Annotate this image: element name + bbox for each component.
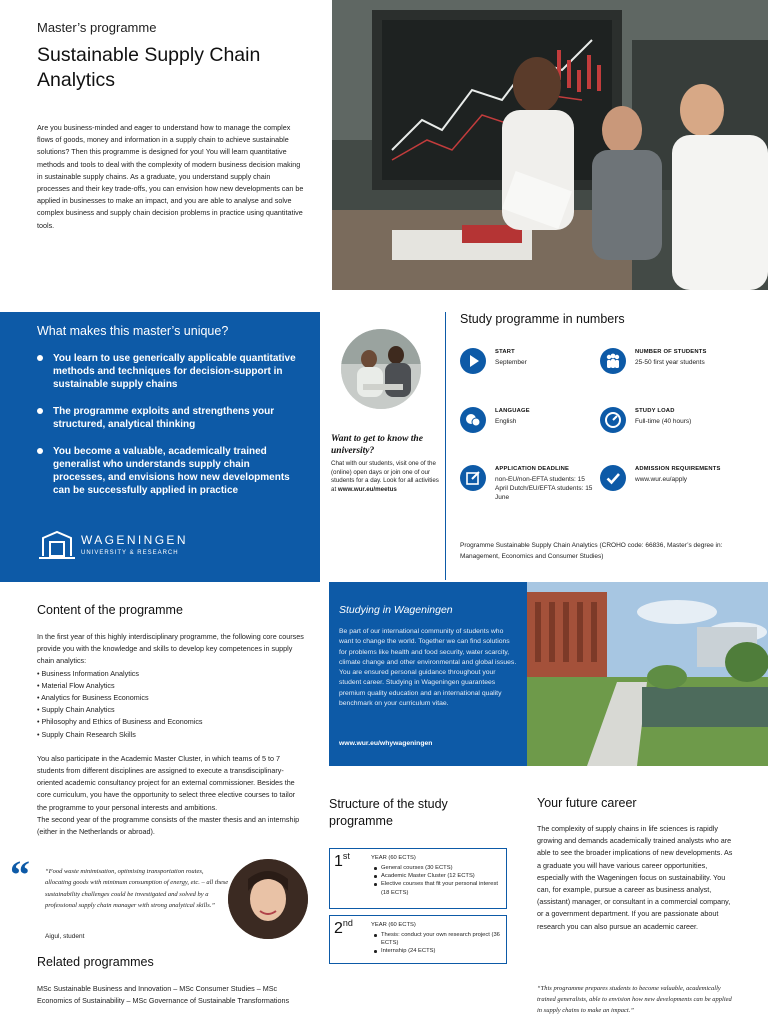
gauge-icon [600, 407, 626, 433]
croho-note: Programme Sustainable Supply Chain Analytics (CROHO code: 66836, Master’s degree in: Management, Economics and Consumer Studies) [460, 542, 723, 560]
meetus-link[interactable]: www.wur.eu/meetus [337, 485, 397, 493]
career-heading: Your future career [537, 796, 637, 810]
structure-heading: Structure of the study programme [329, 797, 448, 828]
play-icon [460, 348, 486, 374]
content-heading: Content of the programme [37, 603, 183, 617]
numbers-heading: Study programme in numbers [460, 312, 625, 326]
year-number: 1st [334, 851, 350, 870]
unique-panel [0, 312, 320, 582]
logo-wordmark: WAGENINGEN [81, 533, 188, 547]
university-building-icon [37, 530, 77, 562]
panel-divider [445, 312, 446, 580]
wageningen-logo [37, 530, 197, 564]
studying-heading: Studying in Wageningen [339, 604, 453, 616]
programme-kicker: Master’s programme [37, 20, 157, 35]
year-heading: YEAR (60 ECTS) [371, 855, 416, 861]
check-icon [600, 465, 626, 491]
year-items: General courses (30 ECTS) Academic Master Cluster (12 ECTS) Elective courses that fit your personal interest (18 ECTS) [374, 864, 506, 897]
course-item: • Analytics for Business Economics [37, 693, 149, 703]
career-text: The complexity of supply chains in life sciences is rapidly growing and demands academically trained analysts who are able to see the broader implications of new developments. As a graduate you will have various career opportunities, especially with the Wageningen focus on sustainability. You can, for example, pursue a career as business analyst, (assistant) manager, or consultant in a commercial company, or a government department. If you are passionate about research you can also pursue an academic career. [537, 824, 733, 931]
year-1-box [329, 848, 507, 909]
students-analytics-photo [332, 0, 768, 290]
quote-mark-icon: “ [10, 852, 30, 897]
unique-point: You learn to use generically applicable quantitative methods and techniques for decision-support in sustainable supply chains [37, 352, 299, 391]
unique-heading: What makes this master’s unique? [37, 324, 229, 338]
year-number: 2nd [334, 918, 353, 937]
course-item: • Supply Chain Research Skills [37, 729, 136, 739]
students-laptop-photo [341, 329, 421, 409]
year-heading: YEAR (60 ECTS) [371, 922, 416, 928]
course-item: • Material Flow Analytics [37, 680, 115, 690]
apply-link[interactable]: www.wur.eu/apply [635, 476, 688, 483]
course-item: • Supply Chain Analytics [37, 705, 115, 715]
career-quote: “This programme prepares students to become valuable, academically trained generalists, able to envision how new developments can be applied in supply chains to make an impact.” [537, 985, 732, 1014]
logo-subtitle: UNIVERSITY & RESEARCH [81, 550, 179, 556]
quote-author: Aigul, student [45, 933, 85, 940]
course-item: • Philosophy and Ethics of Business and Economics [37, 717, 203, 727]
year-items: Thesis: conduct your own research project (36 ECTS) Internship (24 ECTS) [374, 931, 506, 956]
openday-text: Chat with our students, visit one of the (online) open days or join one of our students for a day. Look for all activities at www.wur.eu/meetus [331, 460, 439, 493]
edit-icon [460, 465, 486, 491]
student-quote: “Food waste minimisation, optimising transportation routes, allocating goods with minimum consumption of energy, etc. – all these sustainability challenges could be investigated and solved by a professional supply chain manager with strong analytical skills.” [45, 868, 229, 910]
related-heading: Related programmes [37, 955, 154, 969]
campus-photo [527, 582, 768, 766]
unique-point: The programme exploits and strengthens your structured, analytical thinking [37, 405, 299, 431]
intro-paragraph: Are you business-minded and eager to understand how to manage the complex flows of goods, money and information in a supply chain to achieve sustainable solutions? Then this programme is designed for you! You will learn quantitative methods and tools to deal with the complexity of modern business decision making in sustainable supply chains. As a graduate, you understand supply chain processes and their key trade-offs, you can envision how new developments can be applied in businesses to make an impact, and you are able to analyse and solve complex business and supply chain decision problems in practice using quantitative tools. [37, 123, 304, 230]
unique-list [37, 352, 299, 511]
year-2-box [329, 915, 507, 964]
unique-point: You become a valuable, academically trained generalist who understands supply chain processes, and envisions how new developments can be successfully applied in practice [37, 445, 299, 497]
content-text: In the first year of this highly interdisciplinary programme, the following core courses provide you with the knowledge and skills to develop key competences in supply chain analytics: • Business Information Analytics • Material Flow Analytics • Analytics for Business Economics • Supply Chain Analytics • Philosophy and Ethics of Business and Economics • Supply Chain Research Skills You also participate in the Academic Master Cluster, in which teams of 5 to 7 students from different disciplines are assigned to execute a transdisciplinary-oriented academic consultancy project for an external commissioner. Besides the core curriculum, you have the opportunity to select three elective courses to tailor the programme to your personal interests and ambitions. The second year of the programme consists of the master thesis and an internship (either in the Netherlands or abroad). [37, 631, 307, 838]
studying-panel [329, 582, 527, 766]
students-icon [600, 348, 626, 374]
speech-bubbles-icon [460, 407, 486, 433]
studying-text: Be part of our international community of students who want to change the world. Together we can find solutions for problems like health and food security, water scarcity, climate change and other environmental and global issues. You are ensured personal guidance throughout your student career. Studying in Wageningen guarantees premium quality education and an international quality benchmark on your curriculum vitae. [339, 628, 517, 708]
student-portrait [228, 859, 308, 939]
whywageningen-link[interactable]: www.wur.eu/whywageningen [339, 740, 433, 747]
course-item: • Business Information Analytics [37, 668, 139, 678]
related-programmes: MSc Sustainable Business and Innovation – MSc Consumer Studies – MSc Economics of Sustainability – MSc Governance of Sustainable Transformations [37, 984, 290, 1006]
page-title: Sustainable Supply Chain Analytics [37, 44, 261, 91]
openday-heading: Want to get to know the university? [331, 434, 423, 456]
